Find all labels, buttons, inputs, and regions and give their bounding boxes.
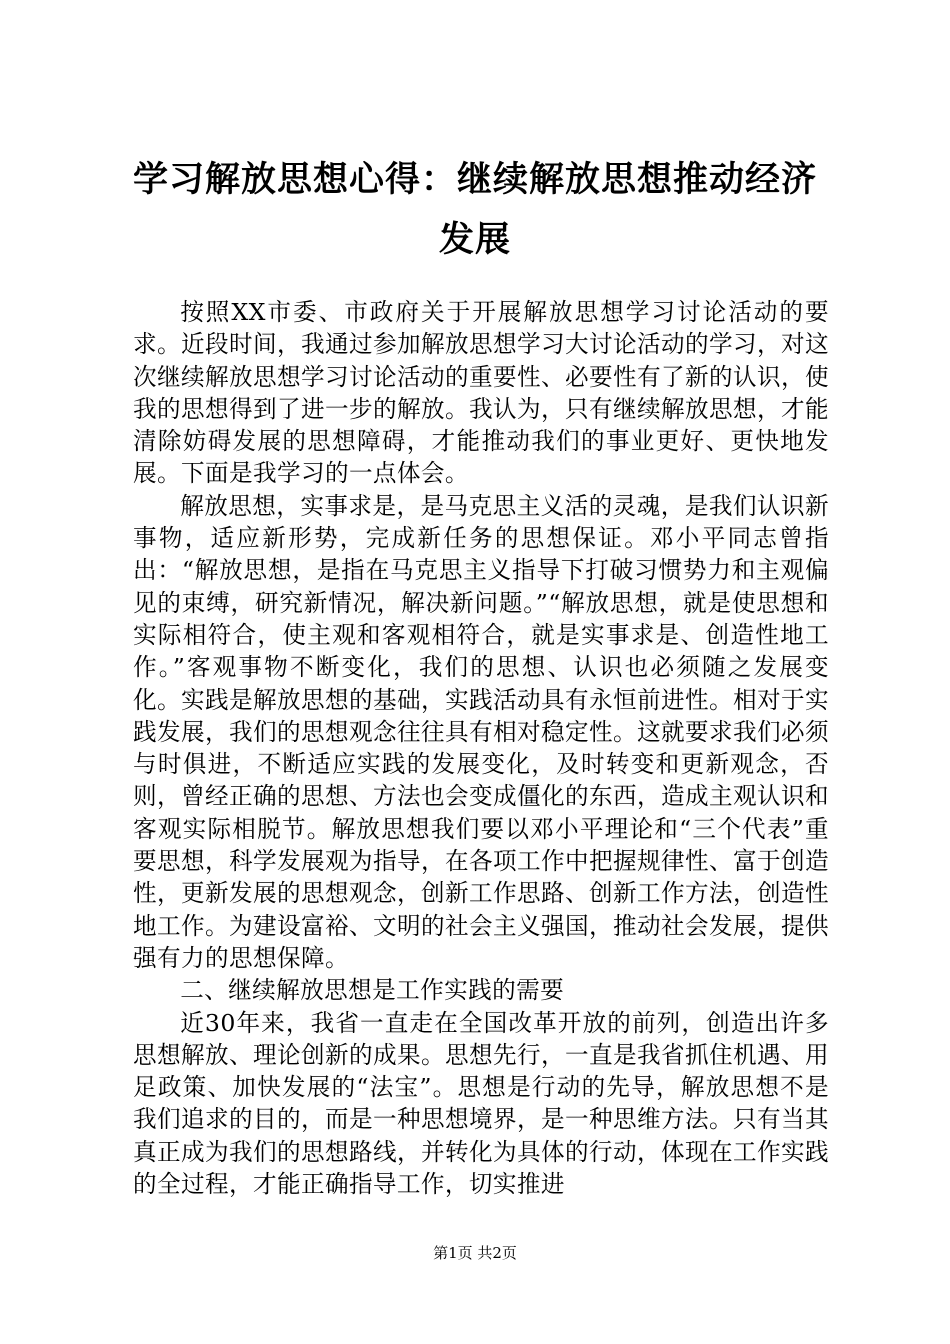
paragraph-emancipation: 解放思想，实事求是，是马克思主义活的灵魂，是我们认识新事物，适应新形势，完成新任务的思想保证。邓小平同志曾指出：“解放思想，是指在马克思主义指导下打破习惯势力和主观偏见的束缚，研究新情况，解决新问题。”“解放思想，就是使思想和实际相符合，使主观和客观相符合，就是实事求是、创造性地工作。”客观事物不断变化，我们的思想、认识也必须随之发展变化。实践是解放思想的基础，实践活动具有永恒前进性。相对于实践发展，我们的思想观念往往具有相对稳定性。这就要求我们必须与时俱进，不断适应实践的发展变化，及时转变和更新观念，否则，曾经正确的思想、方法也会变成僵化的东西，造成主观认识和客观实际相脱节。解放思想我们要以邓小平理论和“三个代表”重要思想，科学发展观为指导，在各项工作中把握规律性、富于创造性，更新发展的思想观念，创新工作思路、创新工作方法，创造性地工作。为建设富裕、文明的社会主义强国，推动社会发展，提供强有力的思想保障。: [133, 491, 829, 972]
document-body: [133, 296, 829, 1200]
page-footer: 第1页 共2页: [433, 1244, 517, 1262]
section-heading-two: 二、继续解放思想是工作实践的需要: [180, 976, 565, 1005]
paragraph-intro: 按照XX市委、市政府关于开展解放思想学习讨论活动的要求。近段时间，我通过参加解放思想学习大讨论活动的学习，对这次继续解放思想学习讨论活动的重要性、必要性有了新的认识，使我的思想得到了进一步的解放。我认为，只有继续解放思想，才能清除妨碍发展的思想障碍，才能推动我们的事业更好、更快地发展。下面是我学习的一点体会。: [133, 298, 829, 488]
paragraph-practice: 近30年来，我省一直走在全国改革开放的前列，创造出许多思想解放、理论创新的成果。思想先行，一直是我省抓住机遇、用足政策、加快发展的“法宝”。思想是行动的先导，解放思想不是我们追求的目的，而是一种思想境界，是一种思维方法。只有当其真正成为我们的思想路线，并转化为具体的行动，体现在工作实践的全过程，才能正确指导工作，切实推进: [133, 1008, 829, 1199]
document-title: 学习解放思想心得：继续解放思想推动经济发展: [132, 159, 817, 260]
